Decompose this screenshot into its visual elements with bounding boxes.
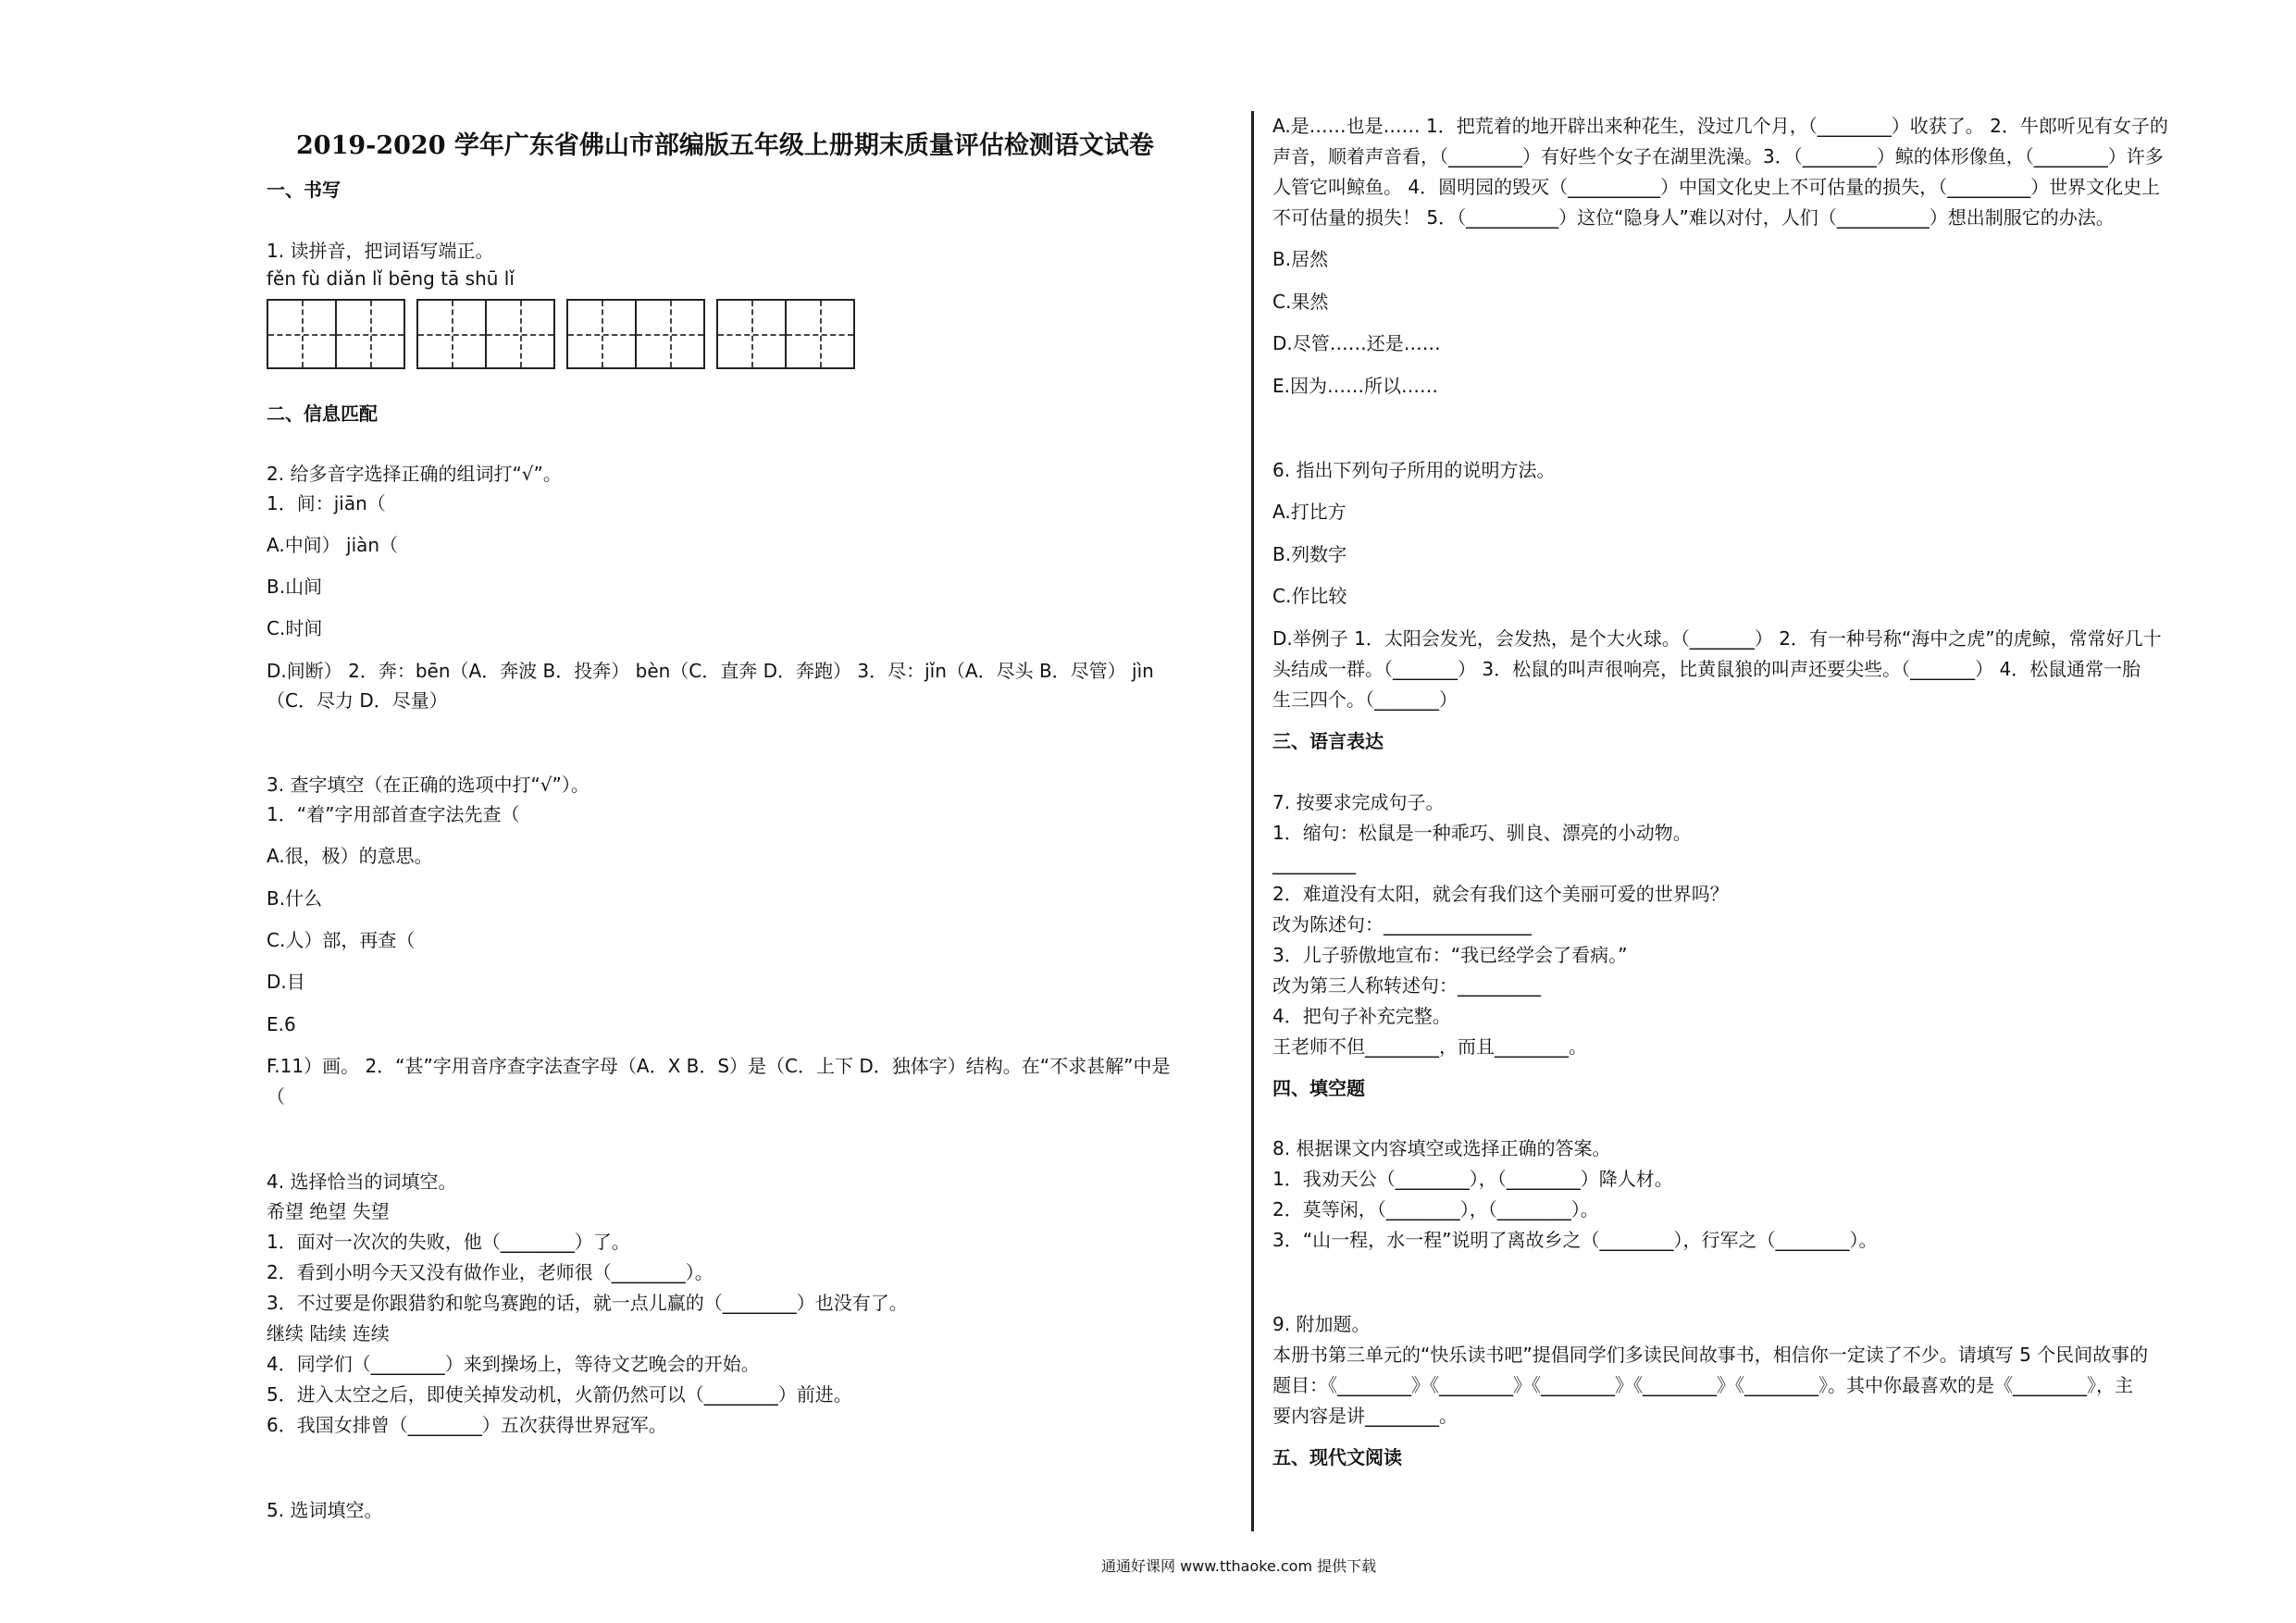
text-line: A.很，极）的意思。 [267, 845, 433, 867]
text-line: 生三四个。（_______） [1272, 688, 1458, 711]
text-line: 3．儿子骄傲地宣布：“我已经学会了看病。” [1272, 944, 1628, 966]
text-line: F.11）画。 2．“甚”字用音序查字法查字母（A．X B．S）是（C．上下 D．独体字）结构。在“不求甚解”中是 [267, 1055, 1171, 1077]
text-line: 声音，顺着声音看，（________）有好些个女子在湖里洗澡。3．（________）鲸的体形像鱼，（________）许多 [1272, 145, 2164, 167]
text-line: fěn fù diǎn lǐ bēng tā shū lǐ [267, 267, 515, 290]
section-heading: 二、信息匹配 [267, 403, 378, 425]
text-line: 5. 选词填空。 [267, 1499, 383, 1521]
writing-grid-1[interactable] [267, 299, 405, 369]
text-line: 改为第三人称转述句：_________ [1272, 974, 1541, 997]
text-line: 继续 陆续 连续 [267, 1322, 390, 1344]
text-line: B.列数字 [1272, 543, 1347, 565]
text-line: C.时间 [267, 617, 323, 639]
text-line: 头结成一群。（_______） 3．松鼠的叫声很响亮，比黄鼠狼的叫声还要尖些。（_______） 4．松鼠通常一胎 [1272, 658, 2141, 680]
text-line: 2. 给多音字选择正确的组词打“√”。 [267, 463, 562, 485]
text-line: A.中间） jiàn（ [267, 534, 399, 556]
text-line: 7. 按要求完成句子。 [1272, 791, 1445, 813]
section-heading: 一、书写 [267, 179, 341, 201]
text-line: 3．不过要是你跟猎豹和鸵鸟赛跑的话，就一点儿赢的（________）也没有了。 [267, 1292, 908, 1314]
writing-grid-2[interactable] [416, 299, 555, 369]
text-line: 1．间：jiān（ [267, 492, 386, 514]
text-line: E.6 [267, 1013, 296, 1035]
page-footer: 通通好课网 www.tthaoke.com 提供下载 [1101, 1557, 1377, 1575]
text-line: 2．难道没有太阳，就会有我们这个美丽可爱的世界吗？ [1272, 883, 1729, 905]
text-line: 4. 选择恰当的词填空。 [267, 1171, 457, 1193]
page-title: 2019-2020 学年广东省佛山市部编版五年级上册期末质量评估检测语文试卷 [296, 131, 1154, 160]
section-heading: 五、现代文阅读 [1272, 1446, 1402, 1468]
text-line: 王老师不但________，而且________。 [1272, 1035, 1587, 1058]
text-line: 1. 读拼音，把词语写端正。 [267, 240, 494, 262]
text-line: 8. 根据课文内容填空或选择正确的答案。 [1272, 1137, 1611, 1159]
text-line: 1．面对一次次的失败，他（________）了。 [267, 1231, 630, 1253]
text-line: B.山间 [267, 576, 323, 598]
text-line: D.目 [267, 971, 305, 993]
text-line: D.尽管……还是…… [1272, 332, 1441, 354]
text-line: 本册书第三单元的“快乐读书吧”提倡同学们多读民间故事书，相信你一定读了不少。请填写 5 个民间故事的 [1272, 1344, 2149, 1366]
text-line: E.因为……所以…… [1272, 375, 1438, 397]
text-line: 1．缩句：松鼠是一种乖巧、驯良、漂亮的小动物。 [1272, 822, 1692, 844]
text-line: 希望 绝望 失望 [267, 1200, 390, 1222]
text-line: A.是……也是…… 1．把荒着的地开辟出来种花生，没过几个月，（________）收获了。 2．牛郎听见有女子的 [1272, 115, 2168, 137]
text-line: （C．尽力 D．尽量） [267, 689, 448, 712]
text-line: 3. 查字填空（在正确的选项中打“√”）。 [267, 774, 590, 796]
text-line: 4．把句子补充完整。 [1272, 1005, 1451, 1027]
text-line: D.举例子 1．太阳会发光，会发热，是个大火球。（_______） 2．有一种号称“海中之虎”的虎鲸，常常好几十 [1272, 627, 2162, 650]
text-line: 1．“着”字用部首查字法先查（ [267, 803, 520, 825]
text-line: 2．莫等闲，（________），（________）。 [1272, 1198, 1599, 1220]
column-divider [1251, 111, 1254, 1531]
section-heading: 三、语言表达 [1272, 730, 1384, 752]
text-line: 人管它叫鲸鱼。 4．圆明园的毁灭（__________）中国文化史上不可估量的损失，（_________）世界文化史上 [1272, 176, 2161, 198]
text-line: 2．看到小明今天又没有做作业，老师很（________）。 [267, 1261, 714, 1283]
text-line: 6．我国女排曾（________）五次获得世界冠军。 [267, 1414, 667, 1436]
text-line: _________ [1272, 852, 1356, 874]
text-line: 3．“山一程，水一程”说明了离故乡之（________），行军之（________）。 [1272, 1229, 1878, 1251]
writing-grid-3[interactable] [566, 299, 705, 369]
text-line: C.果然 [1272, 291, 1329, 313]
text-line: 改为陈述句：________________ [1272, 913, 1532, 935]
text-line: A.打比方 [1272, 501, 1347, 523]
text-line: 4．同学们（________）来到操场上，等待文艺晚会的开始。 [267, 1353, 760, 1375]
writing-grid-4[interactable] [716, 299, 855, 369]
text-line: 1．我劝天公（________），（________）降人材。 [1272, 1168, 1673, 1190]
writing-grids [267, 299, 855, 369]
text-line: 不可估量的损失！ 5．（__________）这位“隐身人”难以对付，人们（__________）想出制服它的办法。 [1272, 206, 2115, 229]
text-line: （ [267, 1085, 285, 1108]
text-line: C.作比较 [1272, 585, 1347, 607]
text-line: 9. 附加题。 [1272, 1313, 1371, 1335]
text-line: C.人）部，再查（ [267, 929, 416, 951]
text-line: 要内容是讲________。 [1272, 1405, 1458, 1427]
text-line: 6. 指出下列句子所用的说明方法。 [1272, 459, 1556, 481]
text-line: B.居然 [1272, 248, 1329, 270]
text-line: 5．进入太空之后，即使关掉发动机，火箭仍然可以（________）前进。 [267, 1383, 852, 1406]
text-line: 题目：《________》《________》《________》《________》《________》。其中你最喜欢的是《________》，主 [1272, 1374, 2133, 1396]
text-line: D.间断） 2．奔：bēn（A．奔波 B．投奔） bèn（C．直奔 D．奔跑） 3．尽：jǐn（A．尽头 B．尽管） jìn [267, 660, 1154, 682]
section-heading: 四、填空题 [1272, 1077, 1365, 1099]
text-line: B.什么 [267, 887, 323, 910]
